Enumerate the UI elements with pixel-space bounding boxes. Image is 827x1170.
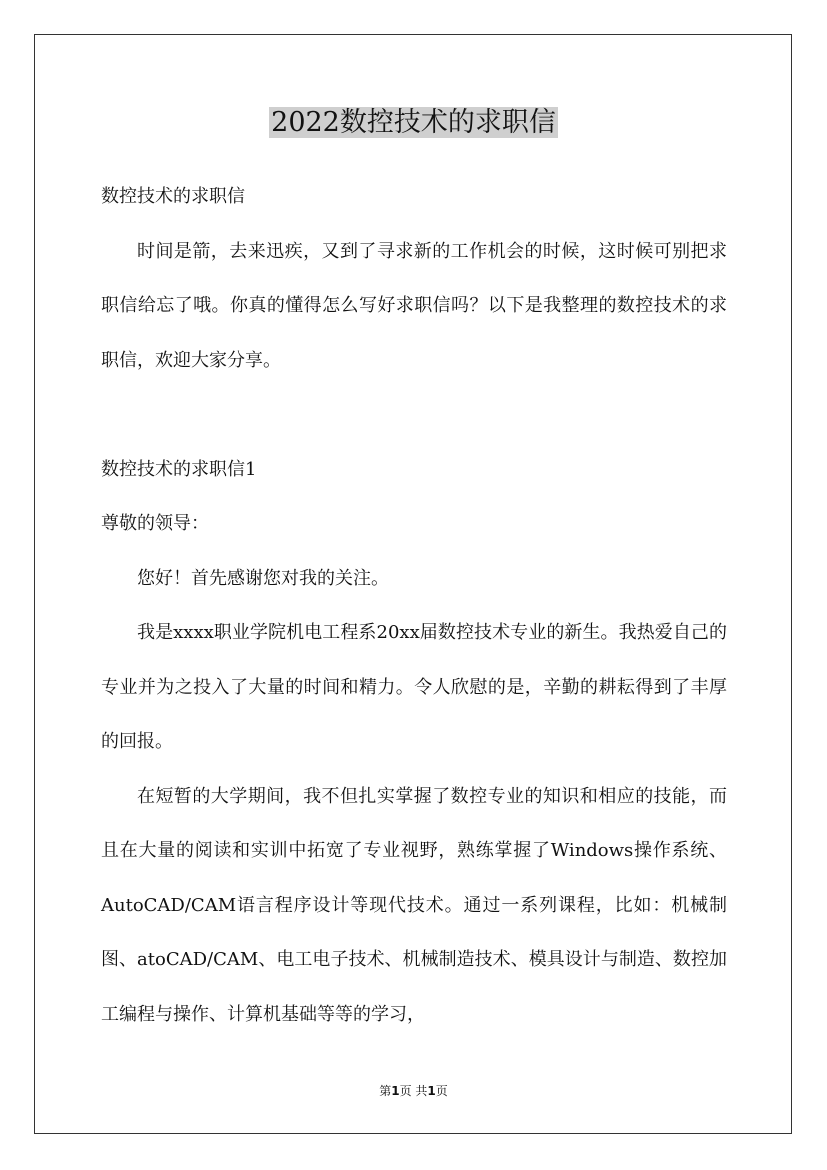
- footer-total-unit: 页: [435, 1084, 448, 1098]
- footer-total-pages: 1: [427, 1084, 436, 1098]
- paragraph-heading: 数控技术的求职信: [101, 186, 245, 207]
- footer-total-prefix: 共: [415, 1084, 428, 1098]
- paragraph-self-intro: 我是xxxx职业学院机电工程系20xx届数控技术专业的新生。我热爱自己的专业并为之投入了大量的时间和精力。令人欣慰的是，辛勤的耕耘得到了丰厚的回报。: [101, 622, 727, 752]
- document-title-text: 2022数控技术的求职信: [271, 107, 556, 138]
- footer-page-number: 1: [391, 1084, 400, 1098]
- paragraph-salutation: 尊敬的领导：: [101, 513, 209, 534]
- page-footer: [0, 1082, 827, 1100]
- paragraph-greeting: 您好！首先感谢您对我的关注。: [137, 567, 389, 589]
- blank-line: [101, 388, 727, 443]
- document-title: [0, 104, 827, 142]
- paragraph-skills: 在短暂的大学期间，我不但扎实掌握了数控专业的知识和相应的技能，而且在大量的阅读和实训中拓宽了专业视野，熟练掌握了Windows操作系统、AutoCAD/CAM语言程序设计等现代技术。通过一系列课程，比如：机械制图、atoCAD/CAM、电工电子技术、机械制造技术、模具设计与制造、数控加工编程与操作、计算机基础等等的学习，: [101, 785, 727, 1025]
- document-body: [101, 170, 727, 1042]
- paragraph-letter-heading: 数控技术的求职信1: [101, 458, 257, 480]
- footer-prefix: 第: [379, 1084, 392, 1098]
- paragraph-intro: 时间是箭，去来迅疾，又到了寻求新的工作机会的时候，这时候可别把求职信给忘了哦。你真的懂得怎么写好求职信吗？以下是我整理的数控技术的求职信，欢迎大家分享。: [101, 240, 727, 371]
- footer-page-unit: 页: [399, 1084, 412, 1098]
